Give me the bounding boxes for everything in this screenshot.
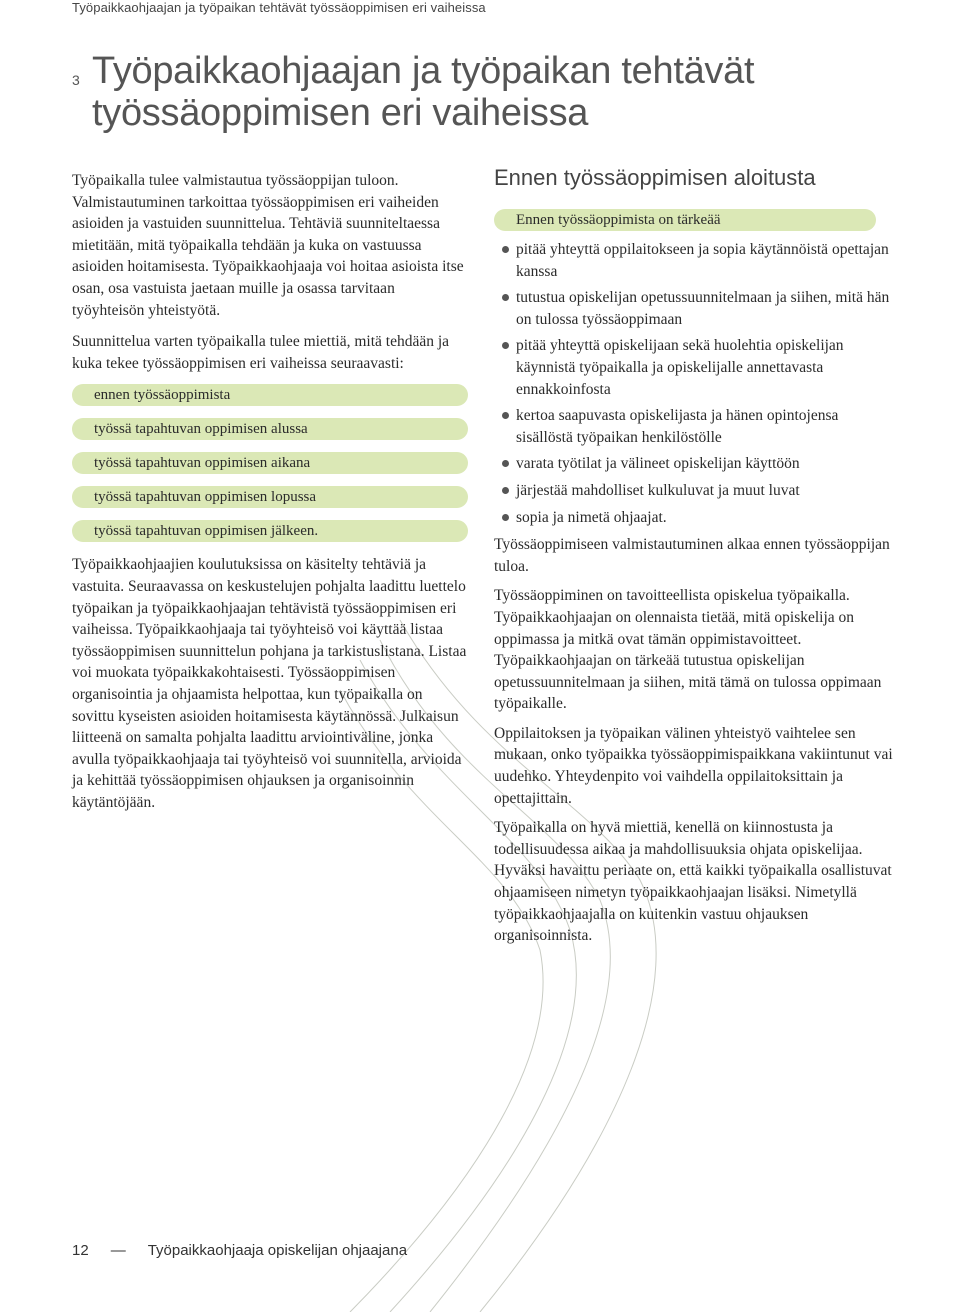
checklist-item <box>494 335 894 400</box>
checklist-header: Ennen työssäoppimista on tärkeää <box>494 209 876 231</box>
checklist <box>494 239 894 528</box>
checklist-item <box>494 239 894 282</box>
checklist-item-text: pitää yhteyttä oppilaitokseen ja sopia käytännöistä opettajan kanssa <box>516 241 889 280</box>
phase-item: ennen työssäoppimista <box>72 384 468 406</box>
checklist-item <box>494 507 894 529</box>
right-column <box>494 165 894 955</box>
checklist-item-text: tutustua opiskelijan opetussuunnitelmaan ja siihen, mitä hän on tulossa työssäoppimaan <box>516 289 890 328</box>
checklist-item-text: pitää yhteyttä opiskelijaan sekä huolehtia opiskelijan käynnistä työpaikalla ja opiskelijalle annettavasta ennakkoinfosta <box>516 337 844 398</box>
footer-dash: — <box>110 1242 126 1259</box>
supervisors-paragraph: Työpaikalla on hyvä miettiä, kenellä on kiinnostusta ja todellisuudessa aikaa ja mahdollisuuksia ohjata opiskelijaa. Hyväksi havaittu periaate on, että kaikki työpaikalla osallistuvat ohjaamiseen nimetyn työpaikkaohjaajan lisäksi. Nimetyllä työpaikkaohjaajalla on kuitenkin vastuu ohjauksen organisoinnista. <box>494 819 892 945</box>
checklist-item-text: sopia ja nimetä ohjaajat. <box>516 508 667 526</box>
section-title: Ennen työssäoppimisen aloitusta <box>494 165 816 190</box>
checklist-item <box>494 405 894 448</box>
chapter-number: 3 <box>72 72 80 88</box>
checklist-item-text: kertoa saapuvasta opiskelijasta ja hänen opintojensa sisällöstä työpaikan henkilöstölle <box>516 407 839 446</box>
checklist-item-text: järjestää mahdolliset kulkuluvat ja muut luvat <box>516 481 800 499</box>
preparation-paragraph: Työssäoppimiseen valmistautuminen alkaa ennen työssäoppijan tuloa. <box>494 536 890 575</box>
bullet-icon <box>502 412 509 419</box>
training-paragraph: Työpaikkaohjaajien koulutuksissa on käsitelty tehtäviä ja vastuita. Seuraavassa on keskustelujen pohjalta laadittu luettelo työpaikan ja työpaikkaohjaajan tehtävistä työssäoppimisen eri vaiheissa. Työpaikkaohjaaja tai työyhteisö voi käyttää listaa työssäoppimisen suunnittelun pohjana ja tarkistuslistana. Listaa voi muokata työpaikkakohtaisesti. Työssäoppimisen organisointia ja ohjaamista helpottaa, kun työpaikalla on sovittu kyseisten asioiden hoitamisesta käytännössä. Julkaisun liitteenä on samalta pohjalta laadittu arviointiväline, jonka avulla työpaikkaohjaaja tai työyhteisö voi suunnitella, arvioida ja kehittää työssäoppimisen ohjauksen ja organisoinnin käytäntöjään. <box>72 556 467 811</box>
page-number: 12 <box>72 1242 89 1259</box>
bullet-icon <box>502 487 509 494</box>
running-header: Työpaikkaohjaajan ja työpaikan tehtävät työssäoppimisen eri vaiheissa <box>72 0 486 15</box>
checklist-item <box>494 287 894 330</box>
phase-item: työssä tapahtuvan oppimisen alussa <box>72 418 468 440</box>
bullet-icon <box>502 514 509 521</box>
chapter-title: Työpaikkaohjaajan ja työpaikan tehtävät työssäoppimisen eri vaiheissa <box>92 50 755 134</box>
checklist-item <box>494 453 894 475</box>
cooperation-paragraph: Oppilaitoksen ja työpaikan välinen yhteistyö vaihtelee sen mukaan, onko työpaikka työssäoppimispaikkana vakiintunut vai uudehko. Yhteydenpito voi vaihdella oppilaitoksittain ja opettajittain. <box>494 724 893 807</box>
bullet-icon <box>502 342 509 349</box>
intro-paragraph: Työpaikalla tulee valmistautua työssäoppijan tuloon. Valmistautuminen tarkoittaa työssäoppimisen eri vaiheiden asioiden ja vastuiden suunnittelua. Tehtäviä suunniteltaessa mietitään, mitä työpaikalla tehdään ja kuka on vastuussa asioiden hoitamisesta. Työpaikkaohjaaja voi hoitaa asioista itse osan, osa vastuista jaetaan muille ja osassa tarvitaan työyhteisön yhteistyötä. <box>72 172 464 319</box>
publication-title: Työpaikkaohjaaja opiskelijan ohjaajana <box>147 1242 408 1259</box>
phase-item: työssä tapahtuvan oppimisen jälkeen. <box>72 520 468 542</box>
phase-item: työssä tapahtuvan oppimisen lopussa <box>72 486 468 508</box>
left-column <box>72 170 467 823</box>
phase-item: työssä tapahtuvan oppimisen aikana <box>72 452 468 474</box>
phase-list <box>72 384 467 542</box>
goals-paragraph: Työssäoppiminen on tavoitteellista opiskelua työpaikalla. Työpaikkaohjaajan on olennaista tietää, mitä opiskelija on oppimassa ja mitkä ovat tämän oppimistavoitteet. Työpaikkaohjaajan on tärkeää tutustua opiskelijan opetussuunnitelmaan ja siihen, mitä tämä on tulossa oppimaan työpaikalle. <box>494 587 882 713</box>
checklist-item-text: varata työtilat ja välineet opiskelijan käyttöön <box>516 455 800 473</box>
checklist-item <box>494 480 894 502</box>
planning-paragraph: Suunnittelua varten työpaikalla tulee miettiä, mitä tehdään ja kuka tekee työssäoppimisen eri vaiheissa seuraavasti: <box>72 333 450 372</box>
bullet-icon <box>502 460 509 467</box>
page-footer <box>72 1242 407 1259</box>
bullet-icon <box>502 246 509 253</box>
bullet-icon <box>502 294 509 301</box>
